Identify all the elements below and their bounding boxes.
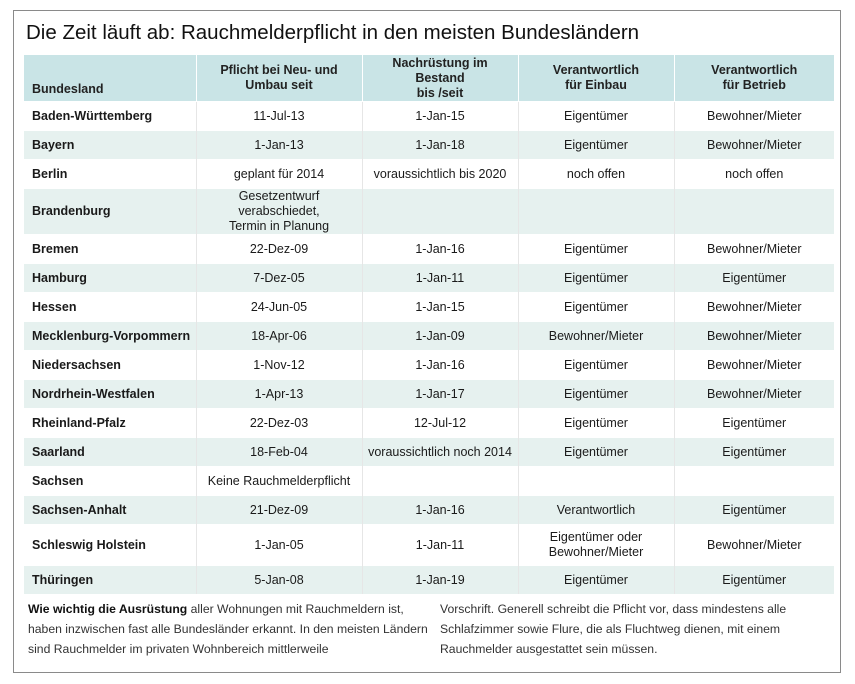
cell-einbau (518, 467, 674, 496)
cell-neubau: 7-Dez-05 (196, 264, 362, 293)
cell-betrieb (674, 189, 834, 235)
cell-einbau: Eigentümer (518, 409, 674, 438)
cell-bundesland: Rheinland-Pfalz (24, 409, 196, 438)
cell-einbau: Eigentümer (518, 264, 674, 293)
cell-bestand: voraussichtlich bis 2020 (362, 160, 518, 189)
cell-bundesland: Berlin (24, 160, 196, 189)
cell-betrieb: Bewohner/Mieter (674, 293, 834, 322)
page-title: Die Zeit läuft ab: Rauchmelderpflicht in den meisten Bundesländern (26, 21, 640, 44)
cell-bundesland: Bayern (24, 131, 196, 160)
cell-bundesland: Hamburg (24, 264, 196, 293)
cell-bestand: 1-Jan-15 (362, 102, 518, 131)
cell-betrieb: Bewohner/Mieter (674, 235, 834, 264)
cell-betrieb: Bewohner/Mieter (674, 131, 834, 160)
cell-neubau: 18-Feb-04 (196, 438, 362, 467)
regulation-table (24, 55, 834, 594)
cell-betrieb: Bewohner/Mieter (674, 322, 834, 351)
footer-right-text: Vorschrift. Generell schreibt die Pflicht vor, dass mindestens alle Schlafzimmer sowie Flure, die als Fluchtweg dienen, mit einem Rauchmelder ausgestattet sein müssen. (440, 602, 787, 656)
cell-einbau: Eigentümer (518, 380, 674, 409)
cell-betrieb: Bewohner/Mieter (674, 102, 834, 131)
cell-einbau: Eigentümer (518, 102, 674, 131)
cell-bestand: 1-Jan-11 (362, 264, 518, 293)
cell-einbau: Eigentümer (518, 131, 674, 160)
table-row (24, 351, 834, 380)
cell-betrieb: Bewohner/Mieter (674, 380, 834, 409)
cell-betrieb: Bewohner/Mieter (674, 351, 834, 380)
table-row (24, 160, 834, 189)
cell-neubau: 22-Dez-09 (196, 235, 362, 264)
cell-betrieb: Eigentümer (674, 264, 834, 293)
infographic-frame (13, 10, 841, 673)
cell-bundesland: Brandenburg (24, 189, 196, 235)
cell-neubau: geplant für 2014 (196, 160, 362, 189)
cell-bestand (362, 189, 518, 235)
cell-bestand: 1-Jan-11 (362, 525, 518, 566)
cell-einbau: Eigentümer (518, 438, 674, 467)
table-header-row (24, 55, 834, 102)
table-body (24, 102, 834, 595)
cell-betrieb: Eigentümer (674, 438, 834, 467)
cell-neubau: Gesetzentwurf verabschiedet, Termin in Planung (196, 189, 362, 235)
cell-bundesland: Schleswig Holstein (24, 525, 196, 566)
cell-betrieb: Eigentümer (674, 566, 834, 595)
cell-einbau: noch offen (518, 160, 674, 189)
table-row (24, 496, 834, 525)
table-row (24, 235, 834, 264)
table-row (24, 102, 834, 131)
table-row (24, 131, 834, 160)
cell-bundesland: Nordrhein-Westfalen (24, 380, 196, 409)
cell-bundesland: Hessen (24, 293, 196, 322)
cell-bundesland: Sachsen (24, 467, 196, 496)
cell-bundesland: Mecklenburg-Vorpommern (24, 322, 196, 351)
table-row (24, 525, 834, 566)
table-row (24, 380, 834, 409)
cell-betrieb: Eigentümer (674, 496, 834, 525)
cell-bundesland: Niedersachsen (24, 351, 196, 380)
header-einbau: Verantwortlich für Einbau (518, 55, 674, 102)
cell-bestand: 1-Jan-16 (362, 496, 518, 525)
table-row (24, 566, 834, 595)
cell-neubau: 22-Dez-03 (196, 409, 362, 438)
cell-neubau: 1-Jan-13 (196, 131, 362, 160)
table-row (24, 467, 834, 496)
header-bundesland: Bundesland (24, 55, 196, 102)
cell-bundesland: Sachsen-Anhalt (24, 496, 196, 525)
cell-bundesland: Thüringen (24, 566, 196, 595)
table-row (24, 264, 834, 293)
footer-left-body: aller Wohnungen mit Rauchmeldern ist, haben inzwischen fast alle Bundesländer erkannt. In den meisten Ländern sind Rauchmelder im privaten Wohnbereich mittlerweile (28, 602, 428, 656)
cell-bestand: 1-Jan-17 (362, 380, 518, 409)
cell-neubau: 24-Jun-05 (196, 293, 362, 322)
header-neubau: Pflicht bei Neu- und Umbau seit (196, 55, 362, 102)
cell-bundesland: Bremen (24, 235, 196, 264)
table-row (24, 322, 834, 351)
cell-einbau: Bewohner/Mieter (518, 322, 674, 351)
table-row (24, 189, 834, 235)
footer-left-text (28, 599, 428, 659)
cell-bestand: voraussichtlich noch 2014 (362, 438, 518, 467)
cell-neubau: 1-Apr-13 (196, 380, 362, 409)
cell-einbau (518, 189, 674, 235)
cell-einbau: Verantwortlich (518, 496, 674, 525)
cell-bestand: 1-Jan-16 (362, 351, 518, 380)
header-betrieb: Verantwortlich für Betrieb (674, 55, 834, 102)
cell-neubau: 11-Jul-13 (196, 102, 362, 131)
cell-betrieb: Bewohner/Mieter (674, 525, 834, 566)
cell-bestand: 12-Jul-12 (362, 409, 518, 438)
cell-bestand: 1-Jan-18 (362, 131, 518, 160)
header-bestand: Nachrüstung im Bestand bis /seit (362, 55, 518, 102)
cell-neubau: 21-Dez-09 (196, 496, 362, 525)
cell-bestand: 1-Jan-19 (362, 566, 518, 595)
cell-bestand: 1-Jan-09 (362, 322, 518, 351)
cell-bestand: 1-Jan-16 (362, 235, 518, 264)
cell-betrieb (674, 467, 834, 496)
cell-bundesland: Saarland (24, 438, 196, 467)
cell-betrieb: Eigentümer (674, 409, 834, 438)
cell-neubau: 1-Jan-05 (196, 525, 362, 566)
cell-neubau: 5-Jan-08 (196, 566, 362, 595)
cell-bestand: 1-Jan-15 (362, 293, 518, 322)
table-row (24, 438, 834, 467)
cell-bundesland: Baden-Württemberg (24, 102, 196, 131)
cell-einbau: Eigentümer (518, 235, 674, 264)
cell-neubau: 18-Apr-06 (196, 322, 362, 351)
cell-einbau: Eigentümer (518, 566, 674, 595)
cell-neubau: 1-Nov-12 (196, 351, 362, 380)
cell-bestand (362, 467, 518, 496)
cell-einbau: Eigentümer (518, 351, 674, 380)
table-row (24, 293, 834, 322)
cell-betrieb: noch offen (674, 160, 834, 189)
footer-lead-bold: Wie wichtig die Ausrüstung (28, 602, 188, 616)
cell-einbau: Eigentümer (518, 293, 674, 322)
table-row (24, 409, 834, 438)
cell-einbau: Eigentümer oder Bewohner/Mieter (518, 525, 674, 566)
cell-neubau: Keine Rauchmelderpflicht (196, 467, 362, 496)
